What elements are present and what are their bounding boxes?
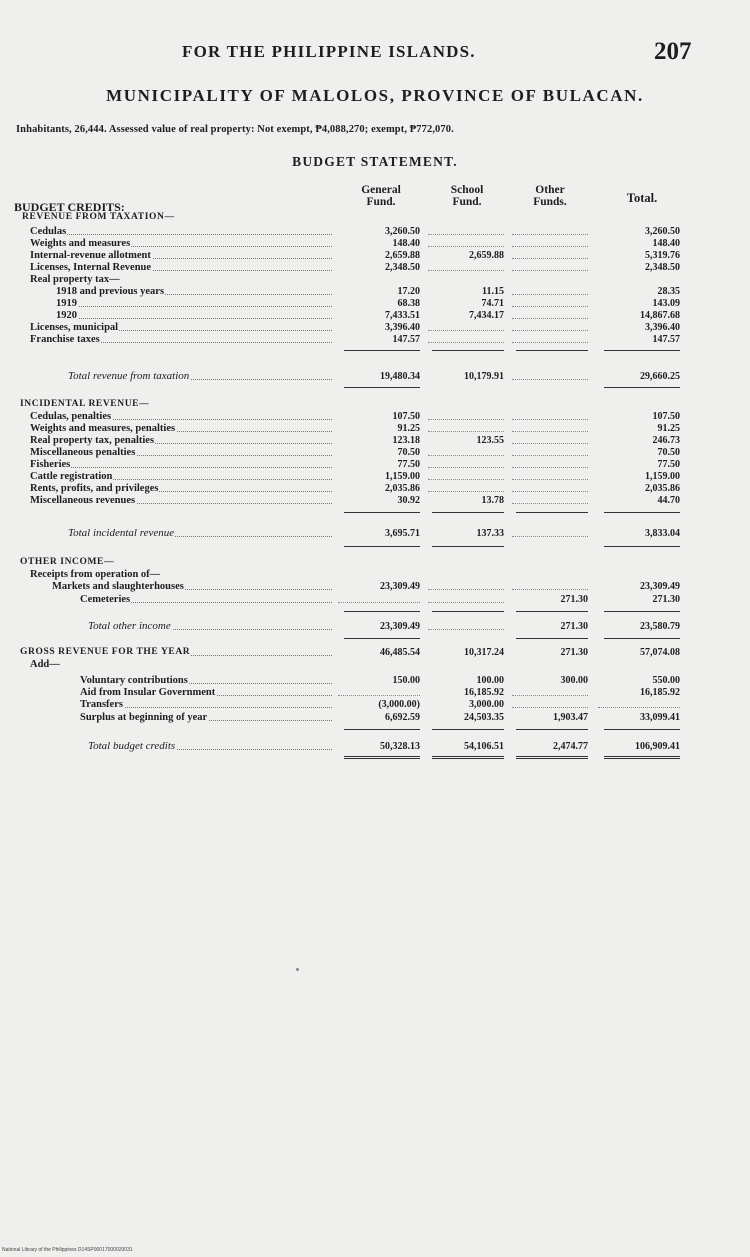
row-label: 1919 [56, 298, 77, 309]
general-fund-cell: 150.00 [392, 675, 420, 686]
school-fund-cell: 2,659.88 [469, 250, 504, 261]
school-fund-cell: 10,317.24 [464, 647, 504, 658]
general-fund-cell: 2,659.88 [385, 250, 420, 261]
row-label: GROSS REVENUE FOR THE YEAR [20, 647, 191, 657]
table-row [0, 333, 750, 346]
total-cell: 77.50 [657, 459, 680, 470]
budget-credits-heading: BUDGET CREDITS: [14, 200, 125, 214]
school-fund-cell [428, 333, 504, 343]
section-label-taxation: REVENUE FROM TAXATION— [22, 212, 175, 222]
general-fund-cell: 3,396.40 [385, 322, 420, 333]
school-fund-cell: 7,434.17 [469, 310, 504, 321]
row-label: Miscellaneous penalties [30, 447, 136, 458]
other-funds-cell [512, 285, 588, 295]
double-rule [432, 756, 504, 759]
total-cell: 28.35 [657, 286, 680, 297]
general-fund-cell: 68.38 [397, 298, 420, 309]
total-row [0, 620, 750, 633]
row-label: Cedulas, penalties [30, 411, 112, 422]
total-row [0, 740, 750, 753]
row-label: Cemeteries [80, 594, 131, 605]
school-fund-cell [428, 261, 504, 271]
school-fund-cell [428, 458, 504, 468]
table-row [0, 698, 750, 711]
total-cell: 91.25 [657, 423, 680, 434]
total-cell: 148.40 [652, 238, 680, 249]
column-rule [432, 546, 504, 547]
column-rule [604, 611, 680, 612]
row-label: Weights and measures, penalties [30, 423, 176, 434]
general-fund-cell: 50,328.13 [380, 741, 420, 752]
school-fund-cell: 24,503.35 [464, 712, 504, 723]
row-label: Internal-revenue allotment [30, 250, 151, 261]
column-rule [516, 350, 588, 351]
school-fund-cell [428, 446, 504, 456]
row-label: Voluntary contributions [80, 675, 188, 686]
total-cell: 2,348.50 [645, 262, 680, 273]
row-label: Miscellaneous revenues [30, 495, 136, 506]
total-cell: 107.50 [652, 411, 680, 422]
school-fund-cell: 16,185.92 [464, 687, 504, 698]
general-fund-cell [338, 686, 420, 696]
total-row [0, 370, 750, 383]
general-fund-cell: 6,692.59 [385, 712, 420, 723]
school-fund-cell: 100.00 [476, 675, 504, 686]
column-rule [604, 512, 680, 513]
column-rule [516, 512, 588, 513]
general-fund-cell: 77.50 [397, 459, 420, 470]
other-funds-cell [512, 309, 588, 319]
other-funds-cell [512, 321, 588, 331]
general-fund-cell: 2,035.86 [385, 483, 420, 494]
school-fund-cell [428, 225, 504, 235]
general-fund-cell: 147.57 [392, 334, 420, 345]
school-fund-cell [428, 580, 504, 590]
total-cell: 5,319.76 [645, 250, 680, 261]
column-general-fund: General Fund. [361, 184, 401, 208]
column-rule [604, 350, 680, 351]
other-funds-cell: 300.00 [560, 675, 588, 686]
school-fund-cell [428, 593, 504, 603]
statement-title: BUDGET STATEMENT. [292, 154, 458, 169]
school-fund-cell [428, 321, 504, 331]
double-rule [516, 756, 588, 759]
table-row [0, 494, 750, 507]
row-label: Weights and measures [30, 238, 131, 249]
other-funds-cell: 1,903.47 [553, 712, 588, 723]
other-funds-cell [512, 297, 588, 307]
school-fund-cell: 13.78 [481, 495, 504, 506]
general-fund-cell: 1,159.00 [385, 471, 420, 482]
running-title: FOR THE PHILIPPINE ISLANDS. [182, 42, 476, 61]
total-cell: 550.00 [652, 675, 680, 686]
column-school-fund: School Fund. [450, 184, 484, 208]
total-cell: 3,396.40 [645, 322, 680, 333]
general-fund-cell [338, 593, 420, 603]
column-rule [344, 512, 420, 513]
page-number: 207 [654, 38, 692, 65]
column-rule [604, 546, 680, 547]
running-head [0, 40, 750, 70]
other-funds-cell [512, 686, 588, 696]
other-funds-cell [512, 470, 588, 480]
general-fund-cell: 148.40 [392, 238, 420, 249]
column-rule [432, 729, 504, 730]
general-fund-cell: 7,433.51 [385, 310, 420, 321]
school-fund-cell: 74.71 [481, 298, 504, 309]
other-funds-cell [512, 434, 588, 444]
municipality-title: MUNICIPALITY OF MALOLOS, PROVINCE OF BULACAN. [106, 86, 644, 105]
archive-imprint: National Library of the Philippines D14SP00017000020031 [2, 1247, 133, 1253]
column-rule [516, 611, 588, 612]
row-label: Total incidental revenue [68, 527, 175, 539]
double-rule [604, 756, 680, 759]
section-label-other-income: OTHER INCOME— [20, 557, 115, 567]
total-row [0, 527, 750, 540]
row-label: Rents, profits, and privileges [30, 483, 159, 494]
general-fund-cell: 123.18 [392, 435, 420, 446]
general-fund-cell: 19,480.34 [380, 371, 420, 382]
section-label-incidental: INCIDENTAL REVENUE— [20, 399, 150, 409]
column-rule [344, 611, 420, 612]
double-rule [344, 756, 420, 759]
total-cell: 16,185.92 [640, 687, 680, 698]
school-fund-cell: 10,179.91 [464, 371, 504, 382]
other-funds-cell [512, 698, 588, 708]
other-funds-cell: 271.30 [560, 594, 588, 605]
column-rule [432, 512, 504, 513]
row-label: Real property tax, penalties [30, 435, 155, 446]
total-cell: 44.70 [657, 495, 680, 506]
school-fund-cell: 123.55 [476, 435, 504, 446]
school-fund-cell [428, 410, 504, 420]
other-funds-cell [512, 261, 588, 271]
table-row [0, 711, 750, 724]
other-funds-cell [512, 333, 588, 343]
column-rule [604, 729, 680, 730]
school-fund-cell: 11.15 [482, 286, 504, 297]
general-fund-cell: 107.50 [392, 411, 420, 422]
school-fund-cell: 54,106.51 [464, 741, 504, 752]
school-fund-cell [428, 482, 504, 492]
general-fund-cell: 70.50 [397, 447, 420, 458]
school-fund-cell [428, 422, 504, 432]
general-fund-cell: 17.20 [397, 286, 420, 297]
inhabitants-line: Inhabitants, 26,444. Assessed value of real property: Not exempt, ₱4,088,270; exempt, ₱772,070. [16, 124, 454, 135]
column-rule [344, 729, 420, 730]
total-cell: 29,660.25 [640, 371, 680, 382]
table-row [0, 580, 750, 593]
row-label: Cattle registration [30, 471, 113, 482]
general-fund-cell: 3,260.50 [385, 226, 420, 237]
row-label: Surplus at beginning of year [80, 712, 208, 723]
general-fund-cell: 46,485.54 [380, 647, 420, 658]
school-fund-cell [428, 237, 504, 247]
other-funds-cell [512, 494, 588, 504]
school-fund-cell: 3,000.00 [469, 699, 504, 710]
other-funds-cell [512, 527, 588, 537]
row-label: 1918 and previous years [56, 286, 165, 297]
total-cell: 57,074.08 [640, 647, 680, 658]
row-label: Total other income [88, 620, 171, 632]
ink-speck [296, 968, 299, 971]
total-cell: 14,867.68 [640, 310, 680, 321]
row-label: Fisheries [30, 459, 71, 470]
other-funds-cell [512, 410, 588, 420]
general-fund-cell: 91.25 [397, 423, 420, 434]
row-label: Licenses, Internal Revenue [30, 262, 152, 273]
other-funds-cell [512, 446, 588, 456]
other-funds-cell [512, 580, 588, 590]
column-rule [344, 387, 420, 388]
column-rule [432, 350, 504, 351]
total-cell: 147.57 [652, 334, 680, 345]
other-funds-cell [512, 458, 588, 468]
general-fund-cell: 23,309.49 [380, 621, 420, 632]
table-row [0, 658, 750, 671]
row-label: Franchise taxes [30, 334, 100, 345]
other-funds-cell: 271.30 [560, 621, 588, 632]
general-fund-cell: 2,348.50 [385, 262, 420, 273]
column-rule [516, 638, 588, 639]
total-cell: 23,580.79 [640, 621, 680, 632]
total-cell: 1,159.00 [645, 471, 680, 482]
other-funds-cell [512, 370, 588, 380]
total-cell: 3,833.04 [645, 528, 680, 539]
column-rule [516, 729, 588, 730]
total-cell: 143.09 [652, 298, 680, 309]
row-label: Transfers [80, 699, 123, 710]
other-funds-cell: 2,474.77 [553, 741, 588, 752]
other-funds-cell [512, 225, 588, 235]
row-label: Receipts from operation of— [30, 569, 161, 580]
row-label: Markets and slaughterhouses [52, 581, 184, 592]
row-label: Licenses, municipal [30, 322, 119, 333]
other-funds-cell [512, 482, 588, 492]
section-row [0, 211, 750, 224]
school-fund-cell [428, 470, 504, 480]
total-cell: 3,260.50 [645, 226, 680, 237]
total-cell [598, 698, 680, 708]
general-fund-cell: 30.92 [397, 495, 420, 506]
other-funds-cell [512, 237, 588, 247]
row-label: Cedulas [30, 226, 67, 237]
column-rule [344, 350, 420, 351]
other-funds-cell: 271.30 [560, 647, 588, 658]
total-cell: 246.73 [652, 435, 680, 446]
school-fund-cell: 137.33 [476, 528, 504, 539]
row-label: Aid from Insular Government [80, 687, 216, 698]
general-fund-cell: (3,000.00) [378, 699, 420, 710]
row-label: Total budget credits [88, 740, 176, 752]
total-cell: 2,035.86 [645, 483, 680, 494]
row-label: Real property tax— [30, 274, 120, 285]
column-rule [344, 546, 420, 547]
total-cell: 23,309.49 [640, 581, 680, 592]
total-cell: 70.50 [657, 447, 680, 458]
total-cell: 106,909.41 [635, 741, 680, 752]
general-fund-cell: 23,309.49 [380, 581, 420, 592]
school-fund-cell [428, 620, 504, 630]
column-rule [604, 387, 680, 388]
general-fund-cell: 3,695.71 [385, 528, 420, 539]
table-row [0, 593, 750, 606]
row-label: Total revenue from taxation [68, 370, 190, 382]
row-label: Add— [30, 659, 60, 670]
other-funds-cell [512, 249, 588, 259]
column-other-funds: Other Funds. [533, 184, 567, 208]
column-total: Total. [626, 191, 658, 205]
other-funds-cell [512, 422, 588, 432]
row-label: 1920 [56, 310, 77, 321]
total-cell: 33,099.41 [640, 712, 680, 723]
column-rule [344, 638, 420, 639]
total-cell: 271.30 [652, 594, 680, 605]
column-rule [432, 611, 504, 612]
column-rule [604, 638, 680, 639]
